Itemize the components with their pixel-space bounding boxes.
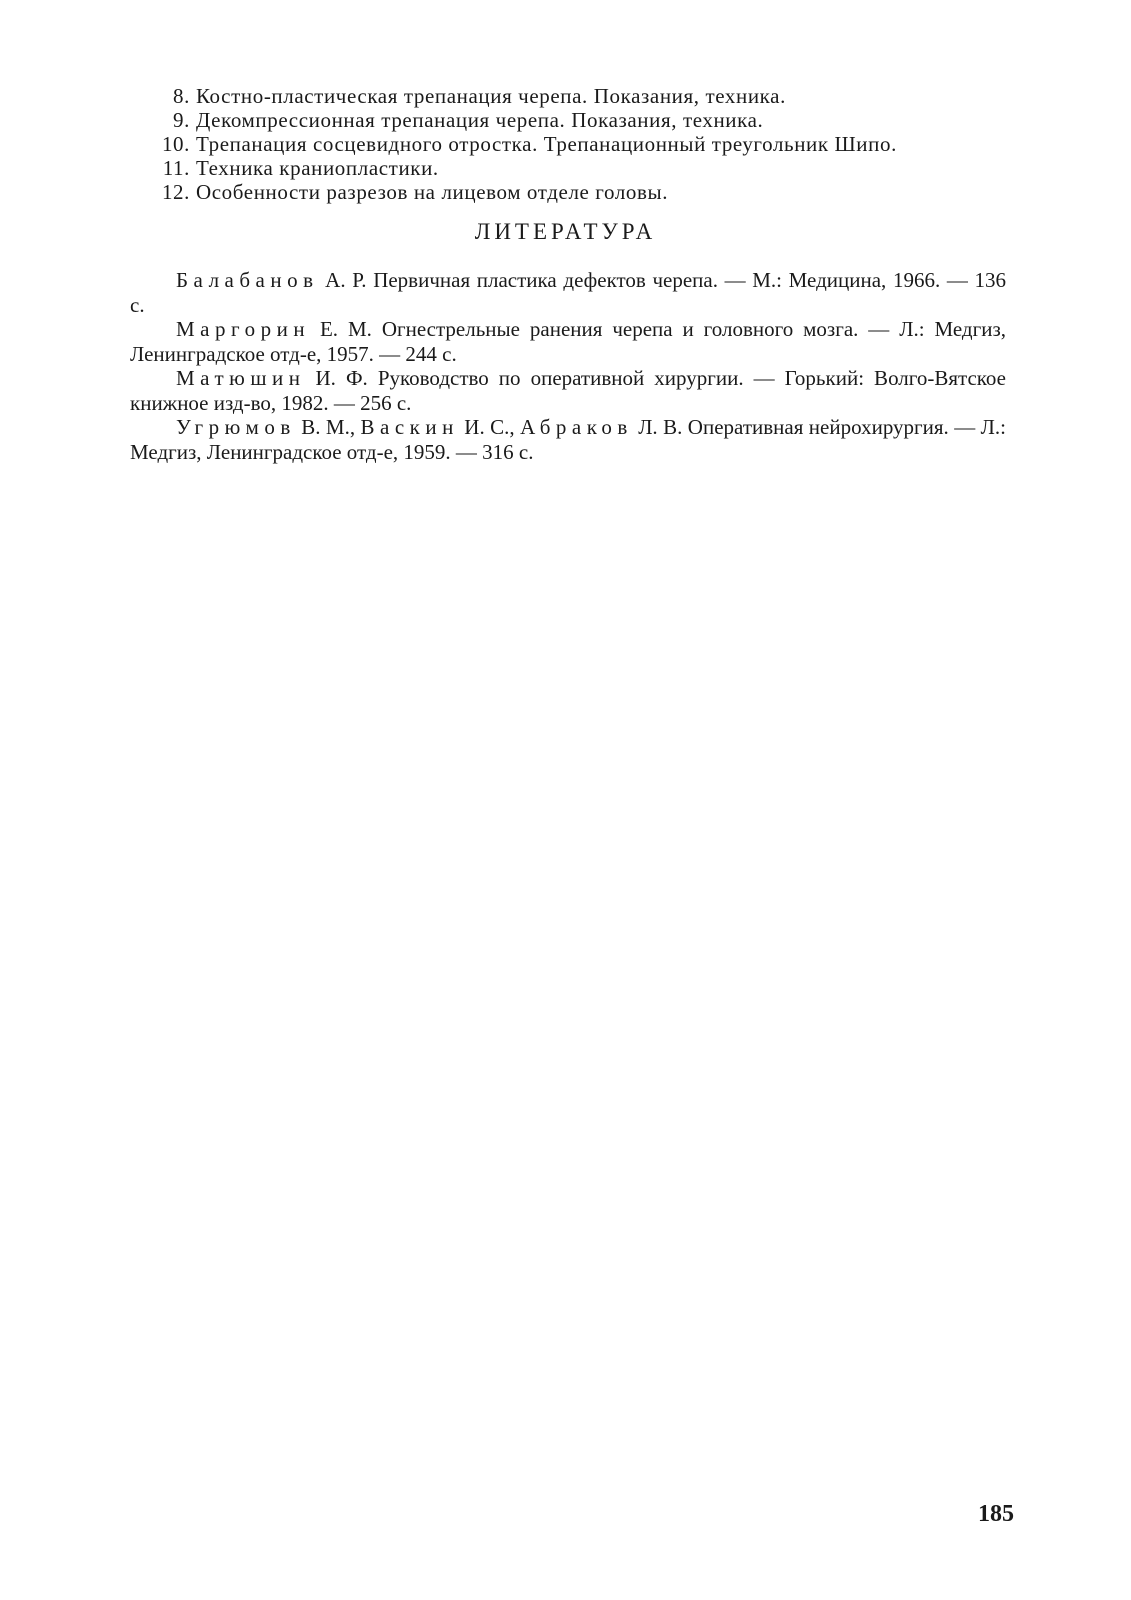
list-item-text: Особенности разрезов на лицевом отделе головы. — [196, 180, 669, 204]
list-item — [130, 108, 1010, 132]
reference-entry — [130, 366, 1006, 415]
list-item-text: Костно-пластическая трепанация черепа. Показания, техника. — [196, 84, 786, 108]
list-item — [130, 84, 1010, 108]
reference-text: Л. В. Оперативная нейрохирургия. — Л.: Медгиз, Ленинградское отд-е, 1959. — 316 с. — [130, 415, 1006, 464]
list-item-number: 10. — [161, 132, 190, 156]
list-item — [130, 180, 1010, 204]
list-item-text: Декомпрессионная трепанация черепа. Показания, техника. — [196, 108, 764, 132]
section-heading: ЛИТЕРАТУРА — [474, 219, 657, 244]
reference-list — [130, 268, 1006, 464]
question-list — [130, 84, 1010, 204]
reference-entry — [130, 268, 1006, 317]
list-item — [130, 132, 1010, 156]
reference-author: Угрюмов — [176, 415, 296, 439]
reference-text: И. С., — [458, 415, 521, 439]
reference-author: Васкин — [360, 415, 459, 439]
list-item-number: 11. — [162, 156, 190, 180]
reference-author: Маргорин — [176, 317, 311, 341]
reference-text: Е. М. Огнестрельные ранения черепа и головного мозга. — Л.: Медгиз, Ленинградское отд-е, 1957. — 244 с. — [130, 317, 1006, 366]
reference-entry — [130, 317, 1006, 366]
list-item-number: 8. — [173, 84, 190, 108]
list-item-number: 9. — [173, 108, 190, 132]
list-item-number: 12. — [161, 180, 190, 204]
page-number: 185 — [978, 1501, 1014, 1527]
reference-text: А. Р. Первичная пластика дефектов черепа. — М.: Медицина, 1966. — 136 с. — [130, 268, 1006, 317]
reference-author: Матюшин — [176, 366, 306, 390]
list-item — [130, 156, 1010, 180]
list-item-text: Техника краниопластики. — [196, 156, 439, 180]
list-item-text: Трепанация сосцевидного отростка. Трепанационный треугольник Шипо. — [196, 132, 897, 156]
reference-author: Балабанов — [176, 268, 319, 292]
reference-author: Абраков — [520, 415, 633, 439]
reference-entry — [130, 415, 1006, 464]
reference-text: И. Ф. Руководство по оперативной хирургии. — Горький: Волго-Вятское книжное изд-во, 1982. — 256 с. — [130, 366, 1006, 415]
reference-text: В. М., — [295, 415, 361, 439]
